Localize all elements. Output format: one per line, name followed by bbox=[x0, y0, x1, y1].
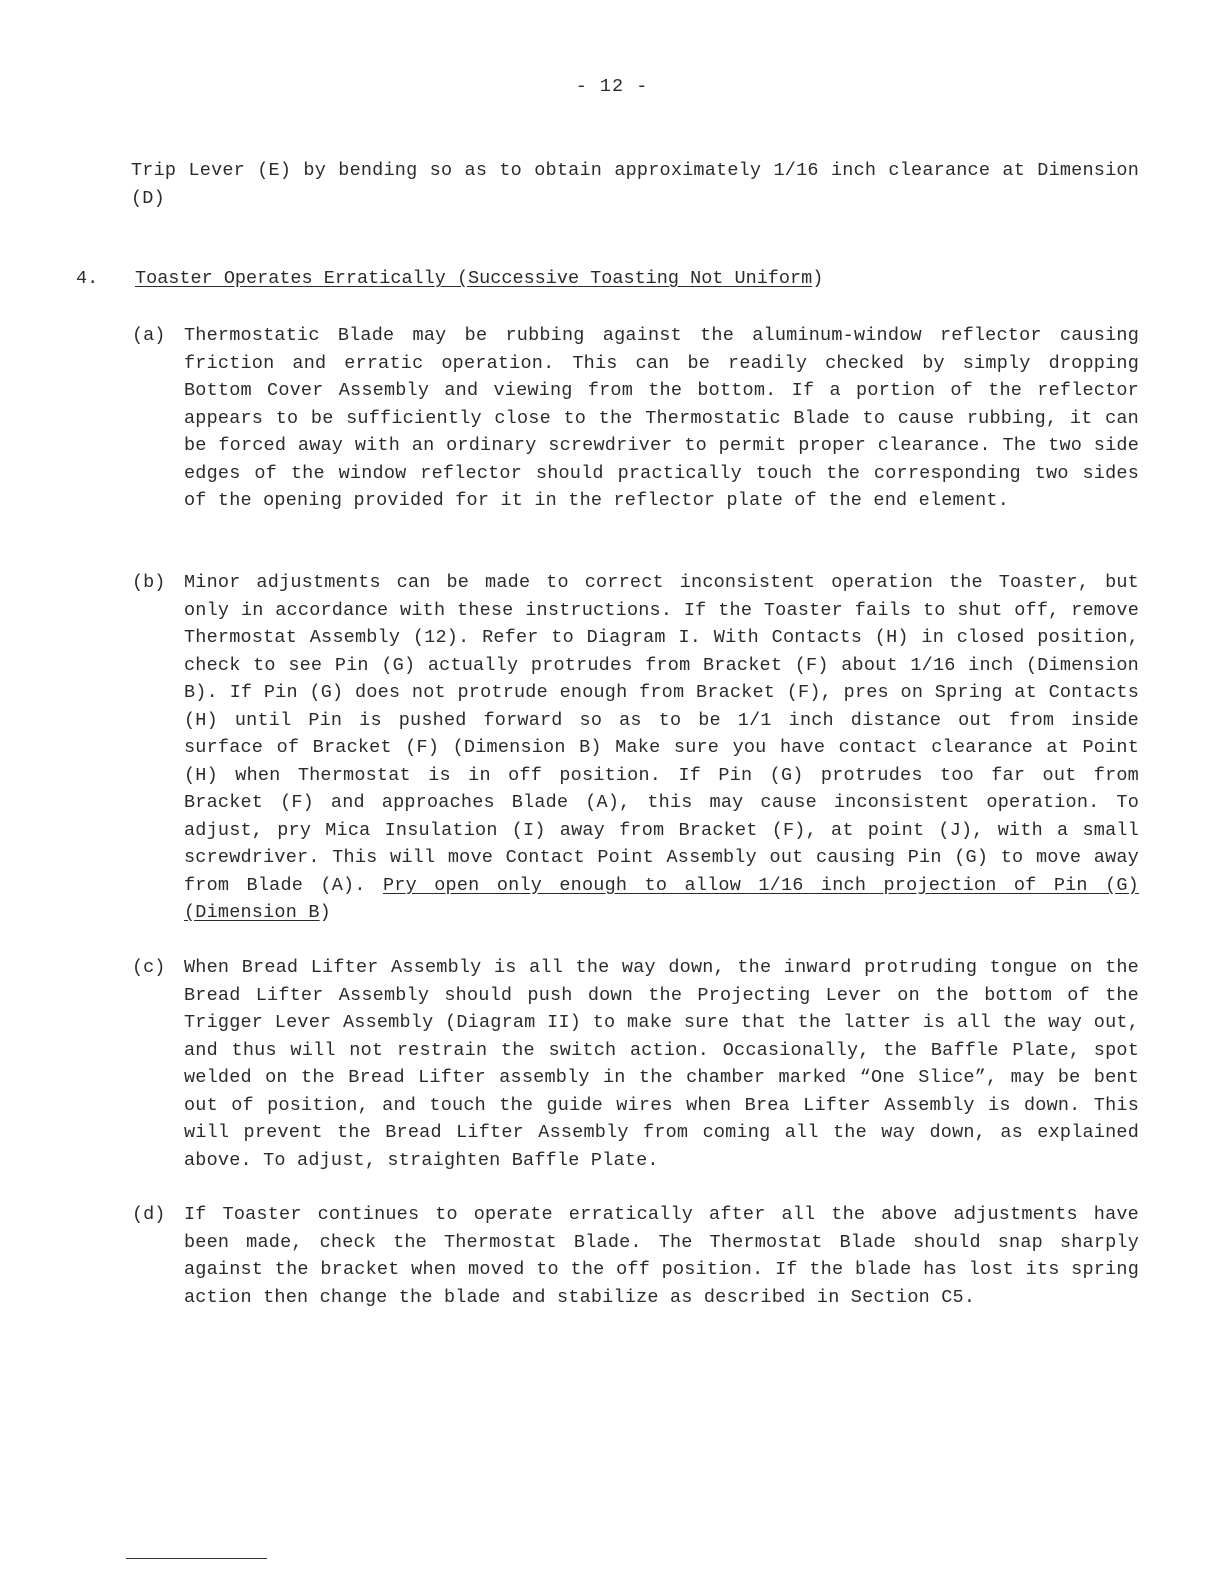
item-b-label: (b) bbox=[132, 572, 166, 593]
page-number: - 12 - bbox=[575, 76, 649, 97]
item-b-body: Minor adjustments can be made to correct inconsistent operation the Toaster, but only in accordance with these instructions. If the Toaster fails to shut off, remove Thermostat Assembly (12). Refer to Diagram I. With Contacts (H) in closed position, check to see Pin (G) actually protrudes from Bracket (F) about 1/16 inch (Dimension B). If Pin (G) does not protrude enough from Bracket (F), pres on Spring at Contacts (H) until Pin is pushed forward so as to be 1/1 inch distance out from inside surface of Bracket (F) (Dimension B) Make sure you have contact clearance at Point (H) when Thermostat is in off position. If Pin (G) protrudes too far out from Bracket (F) and approaches Blade (A), this may cause inconsistent operation. To adjust, pry Mica Insulation (I) away from Bracket (F), at point (J), with a small screwdriver. This will move Contact Point Assembly out causing Pin (G) to move away from Blade (A). bbox=[184, 572, 1139, 896]
intro-paragraph: Trip Lever (E) by bending so as to obtain approximately 1/16 inch clearance at Dimension (D) bbox=[131, 160, 1139, 209]
item-c-label: (c) bbox=[132, 957, 166, 978]
item-b-tail: ) bbox=[319, 902, 331, 923]
section-title bbox=[135, 268, 823, 289]
item-c-text: When Bread Lifter Assembly is all the way down, the inward protruding tongue on the Bread Lifter Assembly should push down the Projecting Lever on the bottom of the Trigger Lever Assembly (Diagram II) to make sure that the latter is all the way out, and thus will not restrain the switch action. Occasionally, the Baffle Plate, spot welded on the Bread Lifter assembly in the chamber marked “One Slice”, may be bent out of position, and touch the guide wires when Brea Lifter Assembly is down. This will prevent the Bread Lifter Assembly from coming all the way down, as explained above. To adjust, straighten Baffle Plate. bbox=[184, 957, 1139, 1171]
item-b-text bbox=[184, 569, 1139, 927]
section-title-text: Toaster Operates Erratically (Successive Toasting Not Uniform bbox=[135, 268, 813, 289]
item-a-text: Thermostatic Blade may be rubbing against the aluminum-window reflector causing friction and erratic operation. This can be readily checked by simply dropping Bottom Cover Assembly and viewing from the bottom. If a portion of the reflector appears to be sufficiently close to the Thermostatic Blade to cause rubbing, it can be forced away with an ordinary screwdriver to permit proper clearance. The two side edges of the window reflector should practically touch the corresponding two sides of the opening provided for it in the reflector plate of the end element. bbox=[184, 325, 1139, 511]
item-a-label: (a) bbox=[132, 325, 166, 346]
footnote-rule bbox=[126, 1558, 267, 1559]
item-d-text: If Toaster continues to operate erratically after all the above adjustments have been made, check the Thermostat Blade. The Thermostat Blade should snap sharply against the bracket when moved to the off position. If the blade has lost its spring action then change the blade and stabilize as described in Section C5. bbox=[184, 1204, 1139, 1308]
section-number: 4. bbox=[76, 268, 99, 289]
section-title-close: ) bbox=[812, 268, 824, 289]
item-b-underlined: Pry open only enough to allow 1/16 inch projection of Pin (G) (Dimension B bbox=[184, 874, 1139, 923]
item-d-label: (d) bbox=[132, 1204, 166, 1225]
